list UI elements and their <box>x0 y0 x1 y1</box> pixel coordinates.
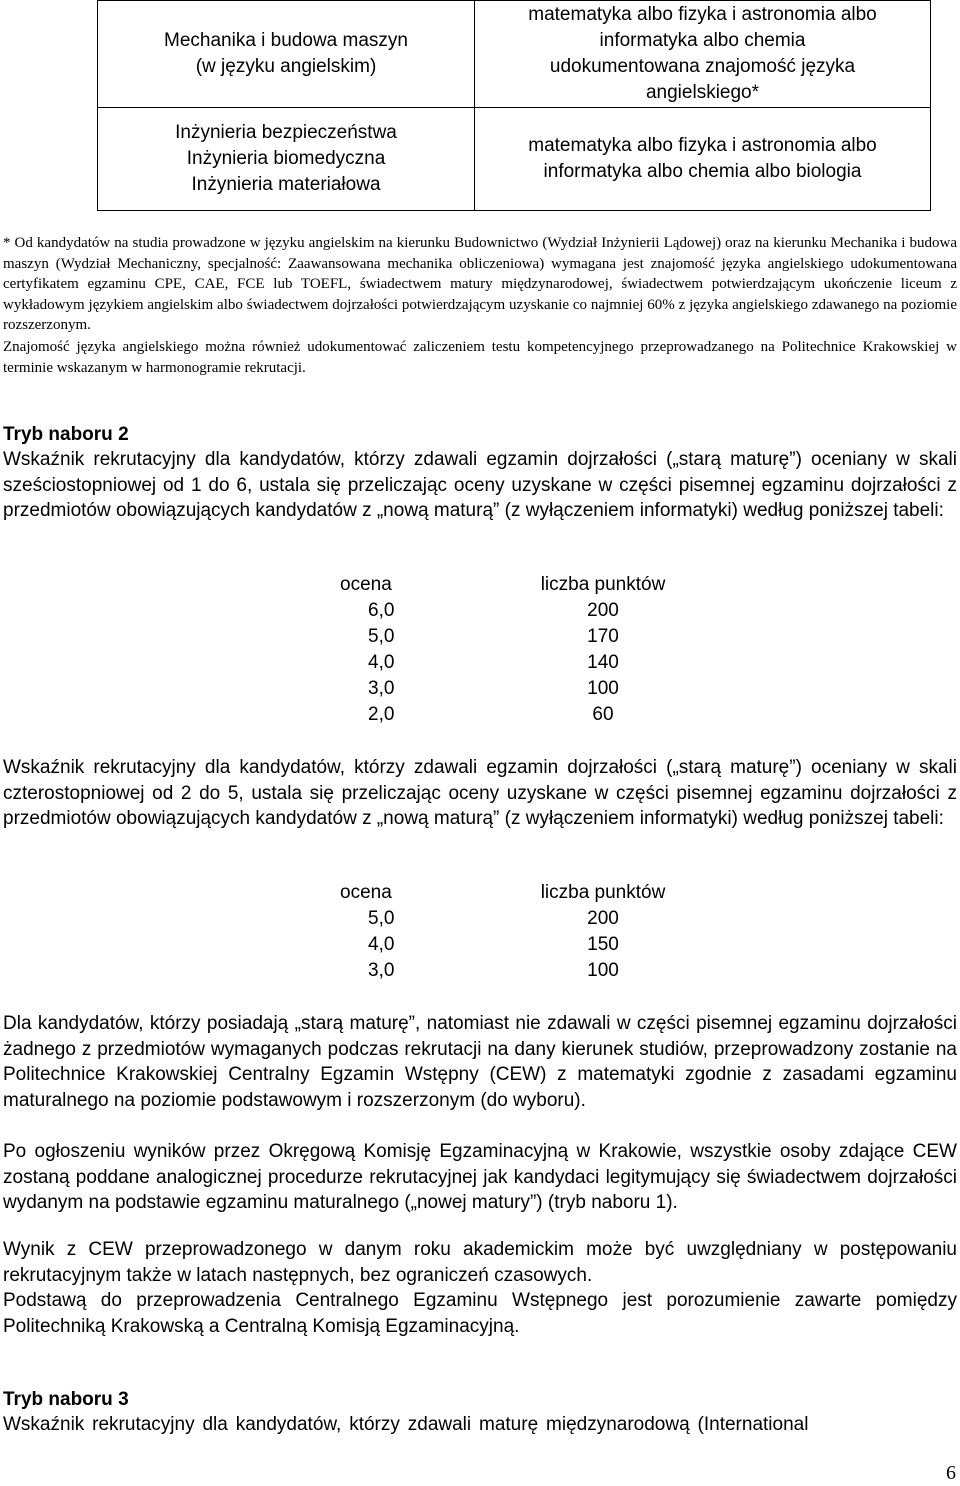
points-cell: 60 <box>592 704 614 725</box>
grade-cell: 5,0 <box>368 626 395 647</box>
subject-line: informatyka albo chemia albo biologia <box>543 161 862 182</box>
conversion-table-six-point <box>340 572 688 728</box>
program-name: Inżynieria bezpieczeństwa <box>175 122 397 143</box>
grade-cell: 4,0 <box>368 934 395 955</box>
grade-cell: 2,0 <box>368 704 395 725</box>
table-row <box>340 932 688 958</box>
table-row <box>340 676 688 702</box>
points-cell: 100 <box>587 678 619 699</box>
points-cell: 200 <box>587 908 619 929</box>
points-cell: 100 <box>587 960 619 981</box>
subjects-cell <box>475 1 931 108</box>
header-points: liczba punktów <box>540 574 666 595</box>
page-number: 6 <box>946 1462 956 1484</box>
conversion-table-four-point <box>340 880 688 984</box>
subject-line: matematyka albo fizyka i astronomia albo <box>528 135 877 156</box>
points-cell: 200 <box>587 600 619 621</box>
table-row <box>340 958 688 984</box>
paragraph-basis: Podstawą do przeprowadzenia Centralnego Egzaminu Wstępnego jest porozumienie zawarte pomiędzy Politechniką Krakowską a Centralną Komisją Egzaminacyjną. <box>3 1290 957 1337</box>
program-name: Mechanika i budowa maszyn <box>164 30 408 51</box>
program-cell <box>98 1 475 108</box>
grade-cell: 3,0 <box>368 678 395 699</box>
paragraph-four-point-scale: Wskaźnik rekrutacyjny dla kandydatów, którzy zdawali egzamin dojrzałości („starą maturę”) oceniany w skali czterostopniowej od 2 do 5, ustala się przeliczając oceny uzyskane w części pisemnej egzaminu dojrzałości z przedmiotów obowiązujących kandydatów z „nową maturą” (z wyłączeniem informatyki) według poniższej tabeli: <box>3 757 957 830</box>
subject-line: angielskiego* <box>645 82 760 103</box>
subject-line: informatyka albo chemia <box>599 30 806 51</box>
grade-cell: 3,0 <box>368 960 395 981</box>
section-title-tryb-2: Tryb naboru 2 <box>3 424 129 445</box>
table-row <box>340 650 688 676</box>
program-cell <box>98 108 475 211</box>
paragraph-cew-exam: Dla kandydatów, którzy posiadają „starą maturę”, natomiast nie zdawali w części pisemnej egzaminu dojrzałości żadnego z przedmiotów wymaganych podczas rekrutacji na dany kierunek studiów, przeprowadzony zostanie na Politechnice Krakowskiej Centralny Egzamin Wstępny (CEW) z matematyki zgodnie z zasadami egzaminu maturalnego na poziomie podstawowym i rozszerzonym (do wyboru). <box>3 1013 957 1111</box>
program-name: (w języku angielskim) <box>195 56 377 77</box>
table-row <box>340 624 688 650</box>
paragraph-six-point-scale: Wskaźnik rekrutacyjny dla kandydatów, którzy zdawali egzamin dojrzałości („starą maturę”) oceniany w skali sześciostopniowej od 1 do 6, ustala się przeliczając oceny uzyskane w części pisemnej egzaminu dojrzałości z przedmiotów obowiązujących kandydatów z „nową maturą” (z wyłączeniem informatyki) według poniższej tabeli: <box>3 449 957 522</box>
points-cell: 150 <box>587 934 619 955</box>
program-name: Inżynieria biomedyczna <box>186 148 386 169</box>
table-header-row <box>340 880 688 906</box>
table-header-row <box>340 572 688 598</box>
table-row <box>340 906 688 932</box>
points-cell: 170 <box>587 626 619 647</box>
program-name: Inżynieria materiałowa <box>191 174 381 195</box>
grade-cell: 4,0 <box>368 652 395 673</box>
admission-requirements-table <box>97 0 931 211</box>
header-grade: ocena <box>340 574 392 595</box>
points-cell: 140 <box>587 652 619 673</box>
table-row <box>98 1 931 108</box>
paragraph-results: Po ogłoszeniu wyników przez Okręgową Komisję Egzaminacyjną w Krakowie, wszystkie osoby zdające CEW zostaną poddane analogicznej procedurze rekrutacyjnej jak kandydaci legitymujący się świadectwem dojrzałości wydanym na podstawie egzaminu maturalnego („nowej matury”) (tryb naboru 1). <box>3 1141 957 1214</box>
header-grade: ocena <box>340 882 392 903</box>
footnote-english-requirement: * Od kandydatów na studia prowadzone w języku angielskim na kierunku Budownictwo (Wydział Inżynierii Lądowej) oraz na kierunku Mechanika i budowa maszyn (Wydział Mechaniczny, specjalność: Zaawansowana mechanika obliczeniowa) wymagana jest znajomość języka angielskiego udokumentowana certyfikatem egzaminu CPE, CAE, FCE lub TOEFL, świadectwem matury międzynarodowej, świadectwem potwierdzającym ukończenie liceum z wykładowym językiem angielskim albo świadectwem dojrzałości potwierdzającym uzyskanie co najmniej 60% z języka angielskiego zdawanego na poziomie rozszerzonym. <box>3 235 957 334</box>
subject-line: matematyka albo fizyka i astronomia albo <box>528 4 877 25</box>
grade-cell: 6,0 <box>368 600 395 621</box>
section-title-tryb-3: Tryb naboru 3 <box>3 1389 129 1410</box>
grade-cell: 5,0 <box>368 908 395 929</box>
paragraph-tryb-3-intro: Wskaźnik rekrutacyjny dla kandydatów, którzy zdawali maturę międzynarodową (International <box>3 1414 809 1435</box>
table-row <box>340 702 688 728</box>
subjects-cell <box>475 108 931 211</box>
header-points: liczba punktów <box>540 882 666 903</box>
table-row <box>98 108 931 211</box>
footnote-competency-test: Znajomość języka angielskiego można również udokumentować zaliczeniem testu kompetencyjnego przeprowadzanego na Politechnice Krakowskiej w terminie wskazanym w harmonogramie rekrutacji. <box>3 339 957 376</box>
paragraph-validity: Wynik z CEW przeprowadzonego w danym roku akademickim może być uwzględniany w postępowaniu rekrutacyjnym także w latach następnych, bez ograniczeń czasowych. <box>3 1239 957 1286</box>
table-row <box>340 598 688 624</box>
subject-line: udokumentowana znajomość języka <box>549 56 856 77</box>
